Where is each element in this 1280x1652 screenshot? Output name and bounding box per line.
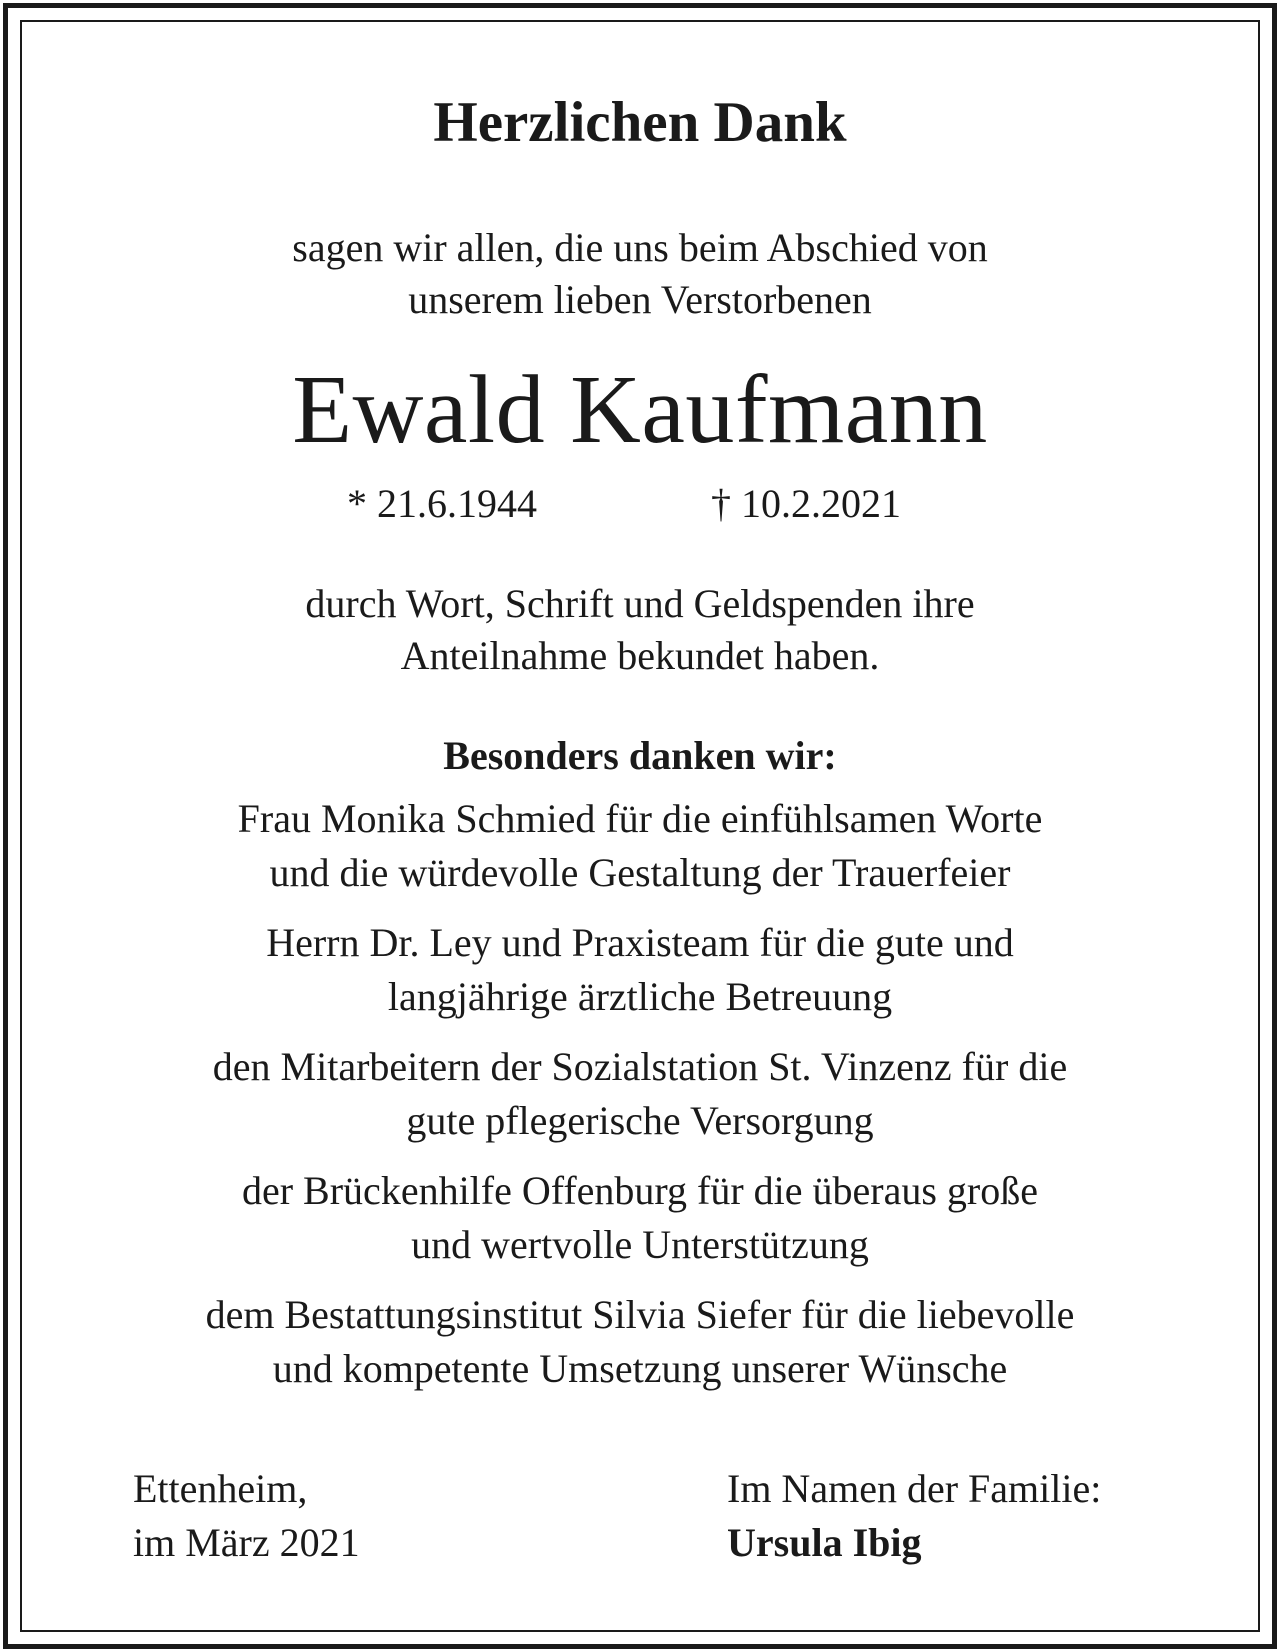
condolence-text [0, 578, 1280, 682]
intro-line-1: sagen wir allen, die uns beim Abschied von [292, 225, 988, 270]
thanks-line-1: Herrn Dr. Ley und Praxisteam für die gute und [266, 920, 1014, 965]
thanks-line-1: der Brückenhilfe Offenburg für die überaus große [241, 1168, 1038, 1213]
thanks-item [0, 916, 1280, 1024]
family-signature [727, 1462, 1101, 1570]
thanks-item [0, 1288, 1280, 1396]
family-label: Im Namen der Familie: [727, 1466, 1102, 1511]
birth-date: * 21.6.1944 [347, 481, 537, 526]
thanks-item [0, 1164, 1280, 1272]
intro-line-2: unserem lieben Verstorbenen [408, 277, 872, 322]
thanks-line-1: Frau Monika Schmied für die einfühlsamen Worte [237, 796, 1043, 841]
deceased-name: Ewald Kaufmann [292, 356, 988, 464]
thanks-item [0, 1040, 1280, 1148]
thanks-line-2: gute pflegerische Versorgung [406, 1098, 874, 1143]
thanks-line-2: und wertvolle Unterstützung [411, 1222, 869, 1267]
intro-text [0, 222, 1280, 326]
notice-title: Herzlichen Dank [433, 91, 847, 154]
death-date: † 10.2.2021 [711, 481, 901, 526]
thanks-line-1: den Mitarbeitern der Sozialstation St. Vinzenz für die [212, 1044, 1068, 1089]
place-and-date [133, 1462, 360, 1570]
place: Ettenheim, [133, 1466, 308, 1511]
condolence-line-1: durch Wort, Schrift und Geldspenden ihre [305, 581, 975, 626]
thanks-item [0, 792, 1280, 900]
thanks-line-2: und die würdevolle Gestaltung der Trauerfeier [269, 850, 1011, 895]
thanks-line-2: und kompetente Umsetzung unserer Wünsche [272, 1346, 1008, 1391]
thanks-line-2: langjährige ärztliche Betreuung [387, 974, 893, 1019]
special-thanks-heading: Besonders danken wir: [443, 733, 837, 778]
thanks-line-1: dem Bestattungsinstitut Silvia Siefer für die liebevolle [205, 1292, 1075, 1337]
thanks-list [0, 792, 1280, 1412]
date: im März 2021 [133, 1520, 360, 1565]
condolence-line-2: Anteilnahme bekundet haben. [400, 633, 880, 678]
signer-name: Ursula Ibig [727, 1520, 922, 1565]
